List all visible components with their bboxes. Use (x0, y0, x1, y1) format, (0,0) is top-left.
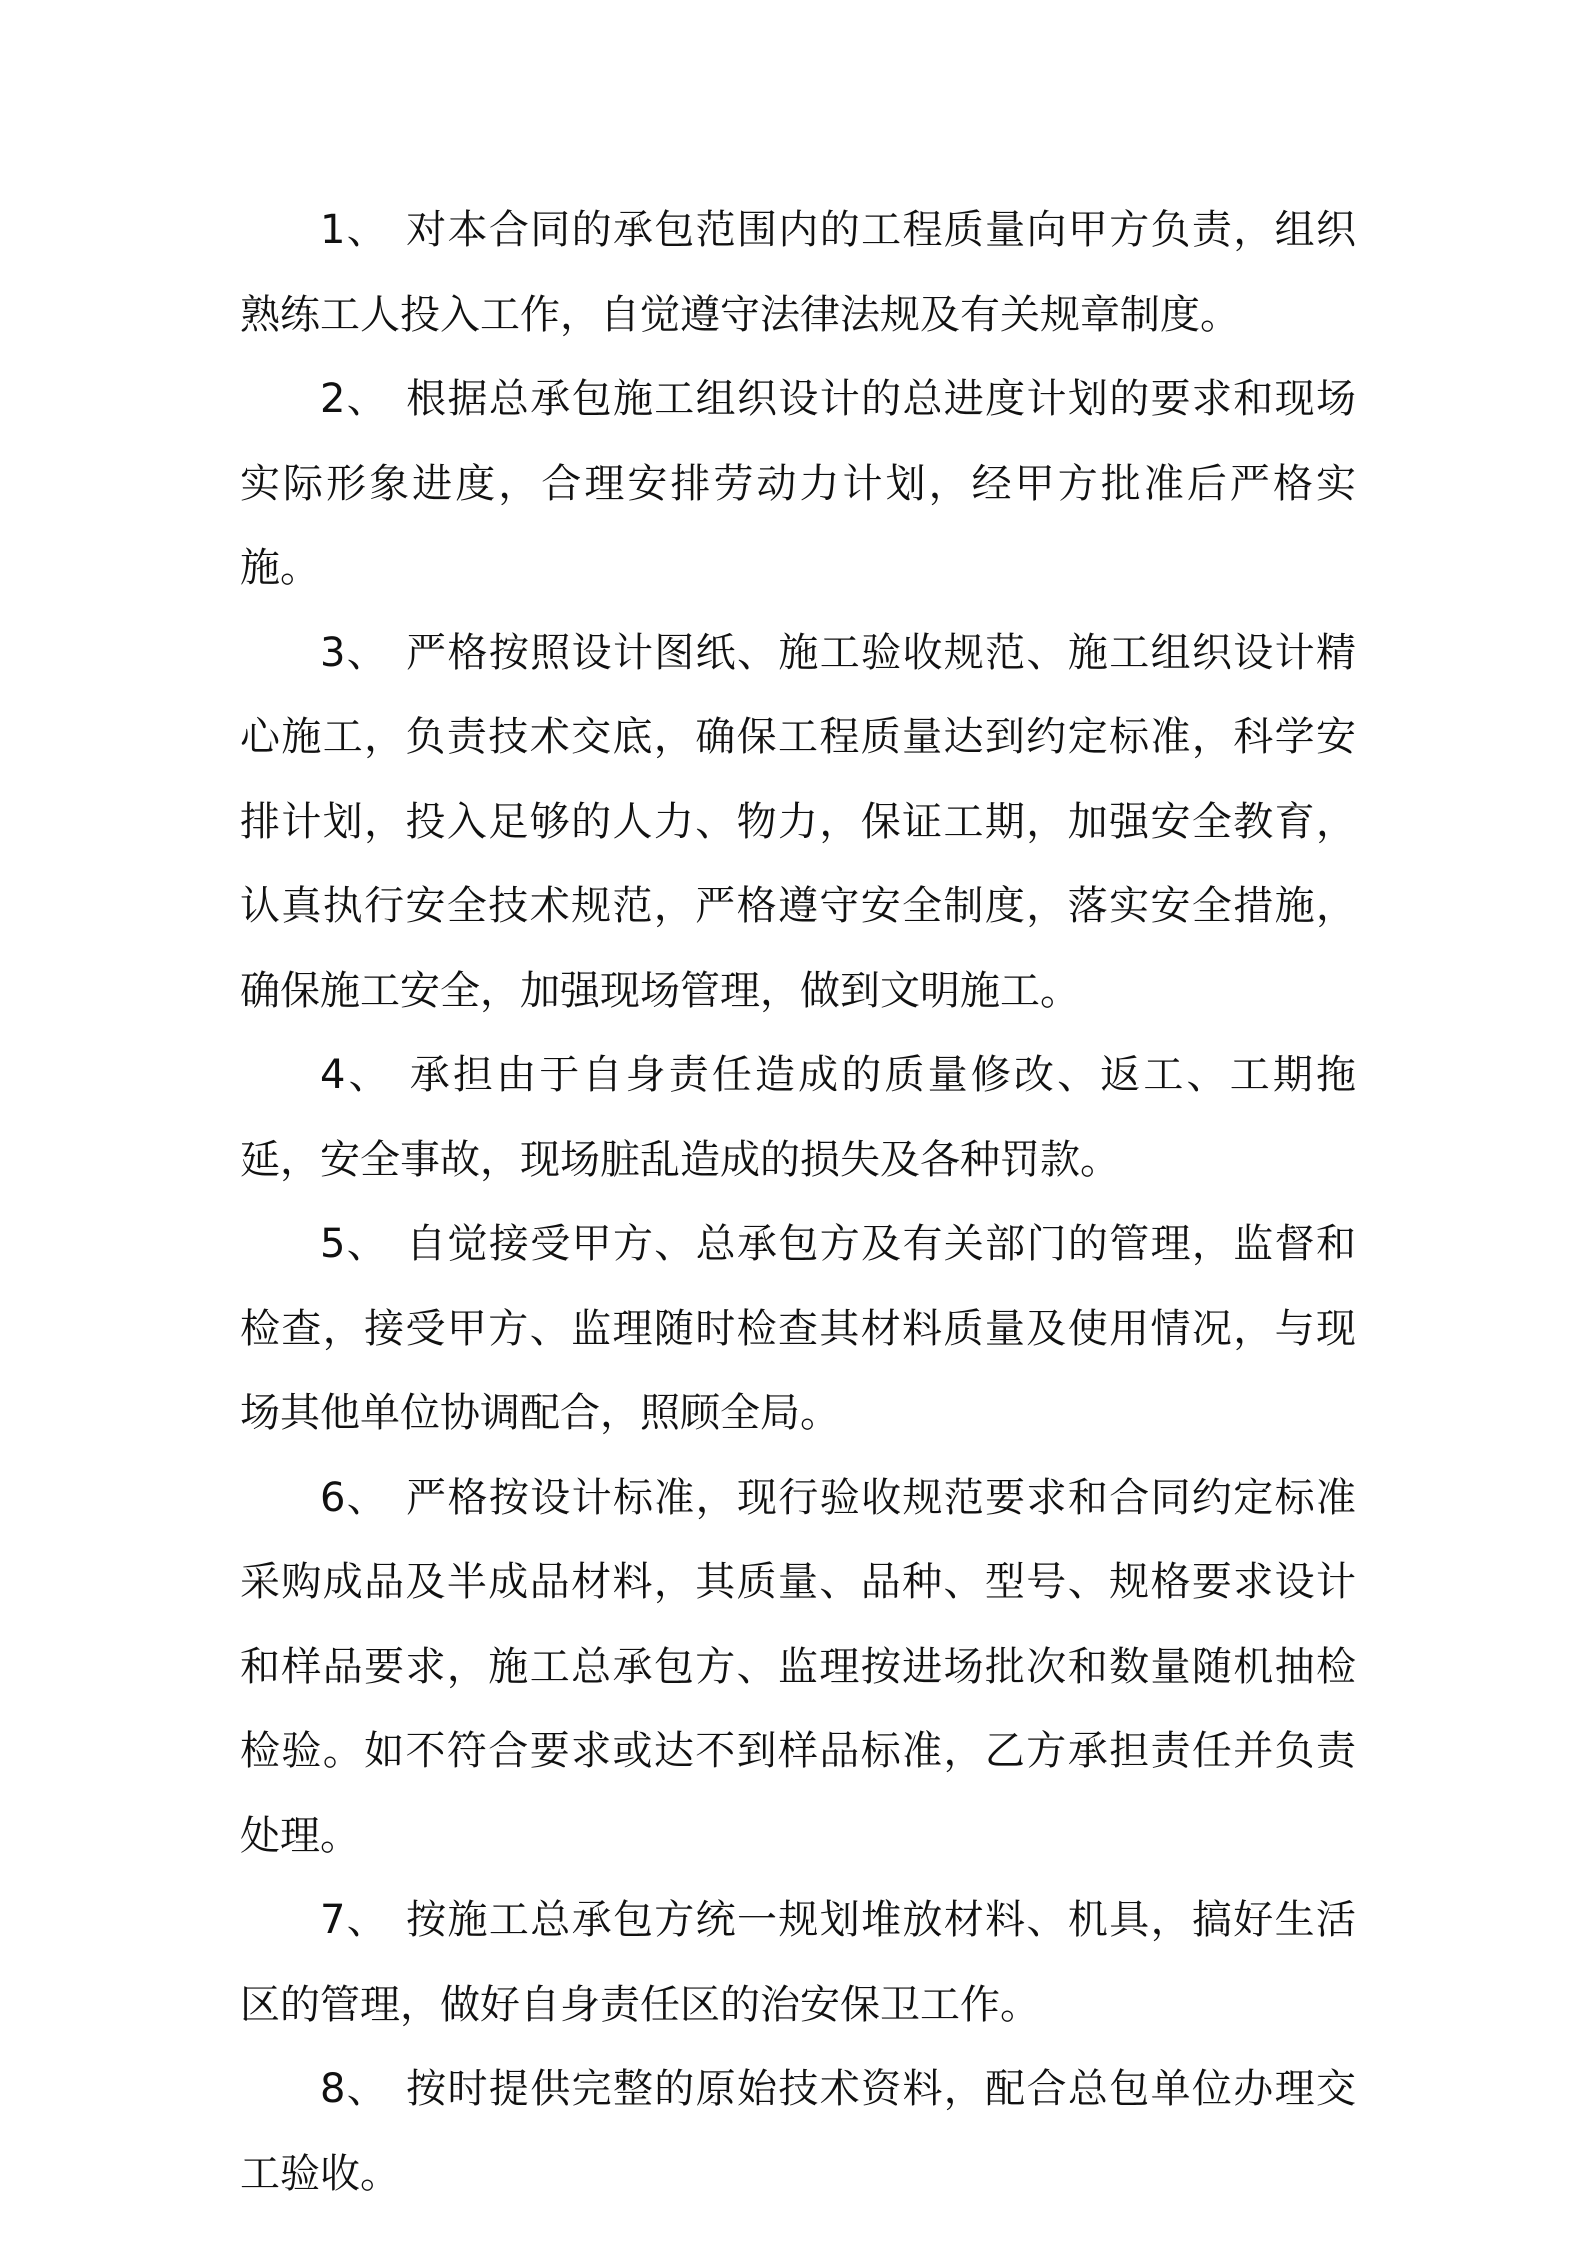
clause-number: 6、 (320, 1474, 389, 1521)
clause-4 (240, 1033, 1356, 1202)
clause-text: 自觉接受甲方、总承包方及有关部门的管理，监督和检查，接受甲方、监理随时检查其材料质量及使用情况，与现场其他单位协调配合，照顾全局。 (240, 1221, 1357, 1436)
clause-number: 3、 (320, 629, 389, 676)
clause-2 (240, 357, 1356, 611)
clause-7 (240, 1878, 1356, 2047)
clause-1 (240, 188, 1356, 357)
clause-text: 承担由于自身责任造成的质量修改、返工、工期拖延，安全事故，现场脏乱造成的损失及各种罚款。 (240, 1052, 1357, 1183)
clause-number: 2、 (320, 376, 389, 422)
clause-text: 严格按设计标准，现行验收规范要求和合同约定标准采购成品及半成品材料，其质量、品种、型号、规格要求设计和样品要求，施工总承包方、监理按进场批次和数量随机抽检检验。如不符合要求或达不到样品标准，乙方承担责任并负责处理。 (240, 1474, 1357, 1859)
clause-6 (240, 1456, 1356, 1879)
clause-text: 对本合同的承包范围内的工程质量向甲方负责，组织熟练工人投入工作，自觉遵守法律法规及有关规章制度。 (240, 207, 1357, 338)
clause-5 (240, 1202, 1356, 1456)
clause-text: 严格按照设计图纸、施工验收规范、施工组织设计精心施工，负责技术交底，确保工程质量达到约定标准，科学安排计划，投入足够的人力、物力，保证工期，加强安全教育，认真执行安全技术规范，严格遵守安全制度，落实安全措施，确保施工安全，加强现场管理，做到文明施工。 (240, 629, 1357, 1014)
clause-8 (240, 2047, 1356, 2216)
contract-obligations-text (240, 188, 1356, 2216)
clause-number: 4、 (320, 1052, 392, 1098)
clause-text: 按时提供完整的原始技术资料，配合总包单位办理交工验收。 (240, 2066, 1357, 2197)
clause-text: 根据总承包施工组织设计的总进度计划的要求和现场实际形象进度，合理安排劳动力计划，经甲方批准后严格实施。 (240, 376, 1357, 591)
clause-number: 5、 (320, 1221, 389, 1267)
clause-number: 8、 (320, 2066, 389, 2112)
clause-number: 7、 (320, 1897, 389, 1943)
clause-text: 按施工总承包方统一规划堆放材料、机具，搞好生活区的管理，做好自身责任区的治安保卫工作。 (240, 1897, 1357, 2028)
clause-3 (240, 611, 1356, 1034)
clause-number: 1、 (320, 207, 389, 253)
